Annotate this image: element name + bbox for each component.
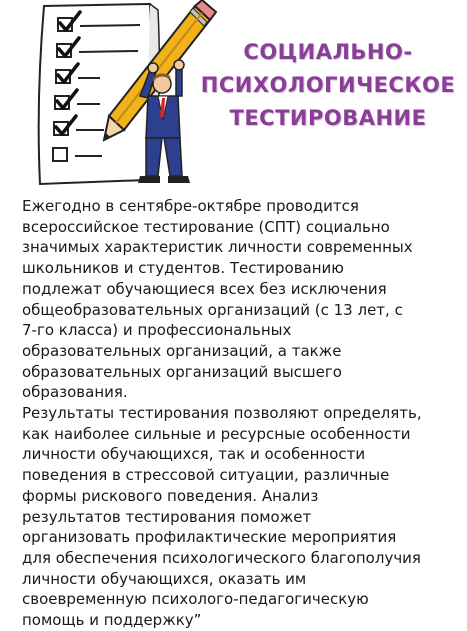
article-line: организовать профилактические мероприятия: [22, 528, 397, 547]
article-line: общеобразовательных организаций (с 13 лет, с: [22, 300, 403, 319]
article-line: формы рискового поведения. Анализ: [22, 486, 319, 505]
article-line: образовательных организаций, а также: [22, 341, 342, 360]
article-line: личности обучающихся, оказать им: [22, 569, 307, 588]
article-line: образования.: [22, 383, 128, 402]
article-line: своевременную психолого-педагогическую: [22, 590, 369, 609]
article-line: всероссийское тестирование (СПТ) социально: [22, 217, 390, 236]
article-line: поведения в стрессовой ситуации, различные: [22, 466, 390, 485]
title-line: СОЦИАЛЬНО-: [243, 40, 413, 64]
article-line: значимых характеристик личности современных: [22, 238, 413, 257]
article-line: Ежегодно в сентябре-октябре проводится: [22, 197, 359, 215]
banner-title: [198, 36, 458, 135]
header-banner: [0, 0, 467, 190]
title-line: ПСИХОЛОГИЧЕСКОЕ: [200, 73, 456, 97]
article-line: 7-го класса) и профессиональных: [22, 321, 292, 340]
article-line: личности обучающихся, так и особенности: [22, 445, 366, 464]
article-line: результатов тестирования поможет: [22, 507, 312, 526]
article-line: подлежат обучающиеся всех без исключения: [22, 279, 387, 298]
title-line: ТЕСТИРОВАНИЕ: [229, 106, 427, 130]
article-line: Результаты тестирования позволяют определять,: [22, 404, 422, 423]
article-line: школьников и студентов. Тестированию: [22, 259, 344, 278]
article-line: для обеспечения психологического благополучия: [22, 548, 421, 567]
article-line: образовательных организаций высшего: [22, 362, 342, 381]
checklist-with-pencil-person-icon: [0, 0, 220, 190]
article-line: помощь и поддержку”: [22, 611, 202, 630]
article-line: как наиболее сильные и ресурсные особенности: [22, 424, 411, 443]
article-body: [22, 196, 454, 631]
